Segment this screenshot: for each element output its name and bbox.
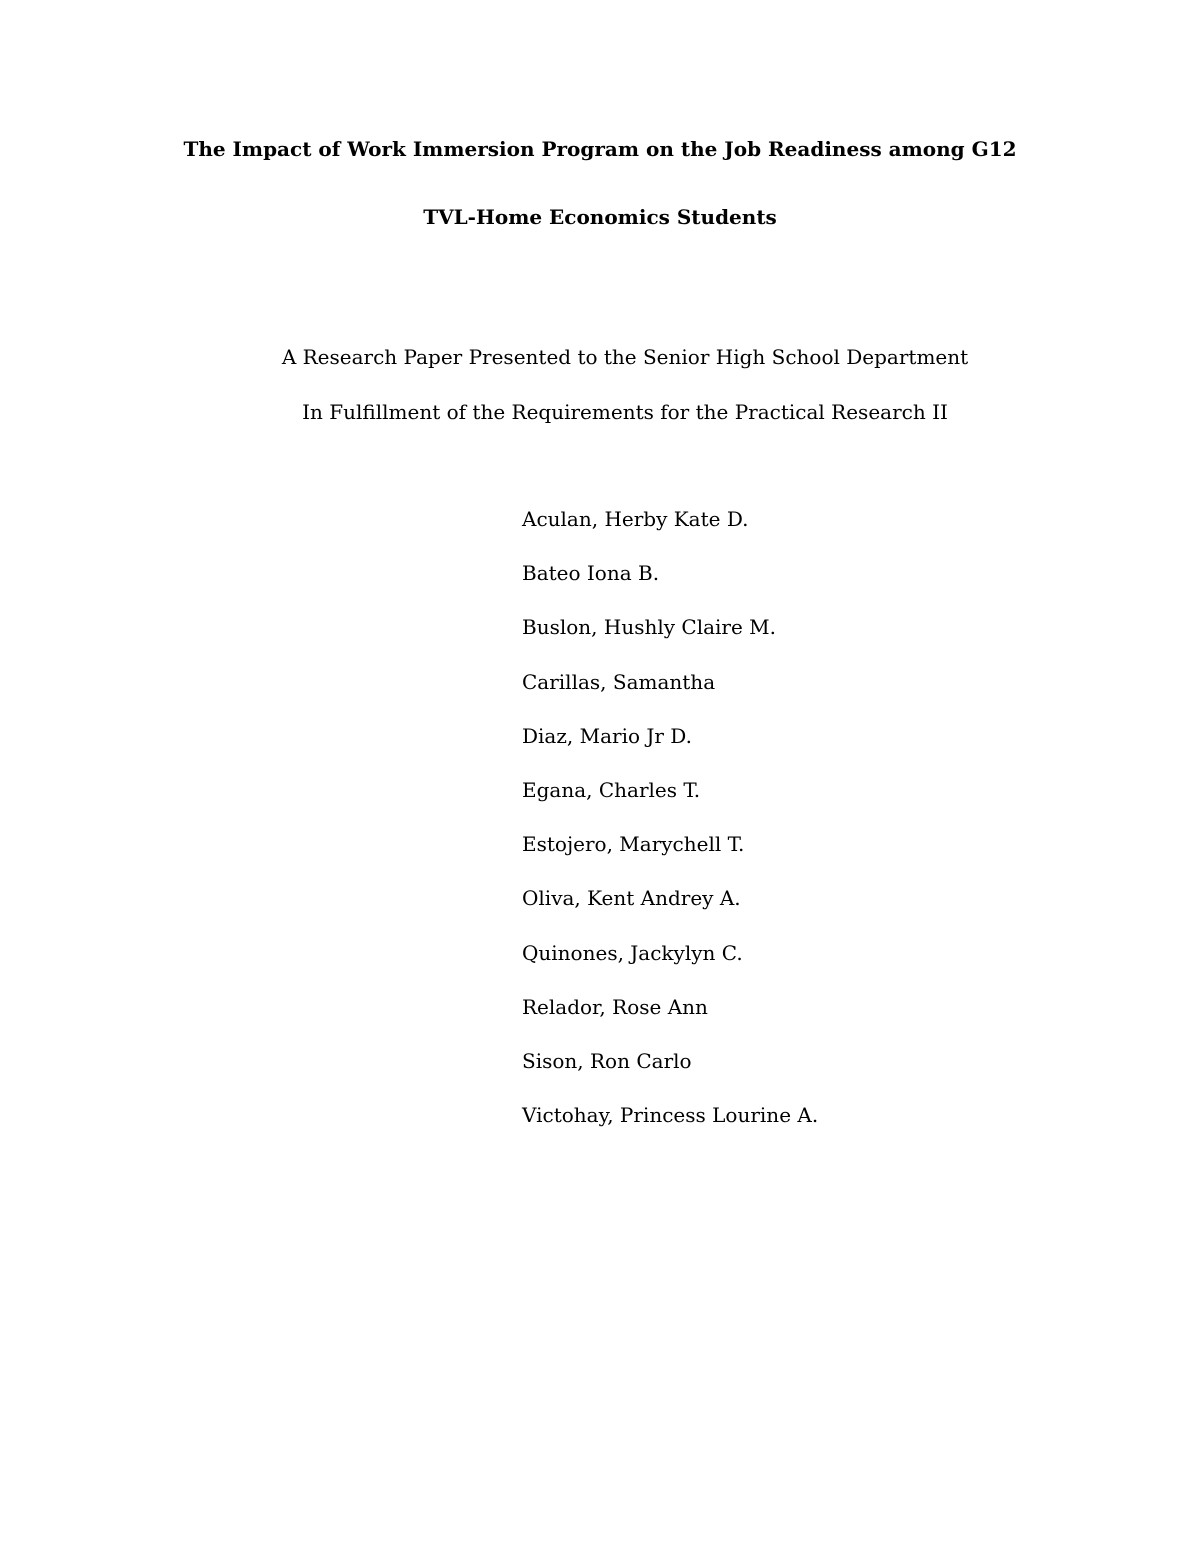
paper-title-line-1: The Impact of Work Immersion Program on the Job Readiness among G12 <box>183 137 1017 161</box>
author-name: Buslon, Hushly Claire M. <box>522 615 777 640</box>
author-name: Aculan, Herby Kate D. <box>522 507 749 531</box>
author-name: Quinones, Jackylyn C. <box>522 940 743 965</box>
author-name: Carillas, Samantha <box>522 669 716 694</box>
presentation-statement-line-1: A Research Paper Presented to the Senior High School Department <box>281 345 969 369</box>
author-name: Diaz, Mario Jr D. <box>522 723 692 748</box>
author-list <box>522 507 818 1157</box>
author-name: Relador, Rose Ann <box>522 994 708 1019</box>
author-name: Estojero, Marychell T. <box>522 832 745 857</box>
author-name: Egana, Charles T. <box>522 777 701 802</box>
paper-title-line-2: TVL-Home Economics Students <box>423 205 777 229</box>
author-name: Sison, Ron Carlo <box>522 1048 692 1073</box>
author-name: Oliva, Kent Andrey A. <box>522 886 741 911</box>
author-name: Bateo Iona B. <box>522 561 660 586</box>
presentation-statement-line-2: In Fulfillment of the Requirements for the Practical Research II <box>302 400 948 424</box>
author-name: Victohay, Princess Lourine A. <box>522 1103 819 1128</box>
